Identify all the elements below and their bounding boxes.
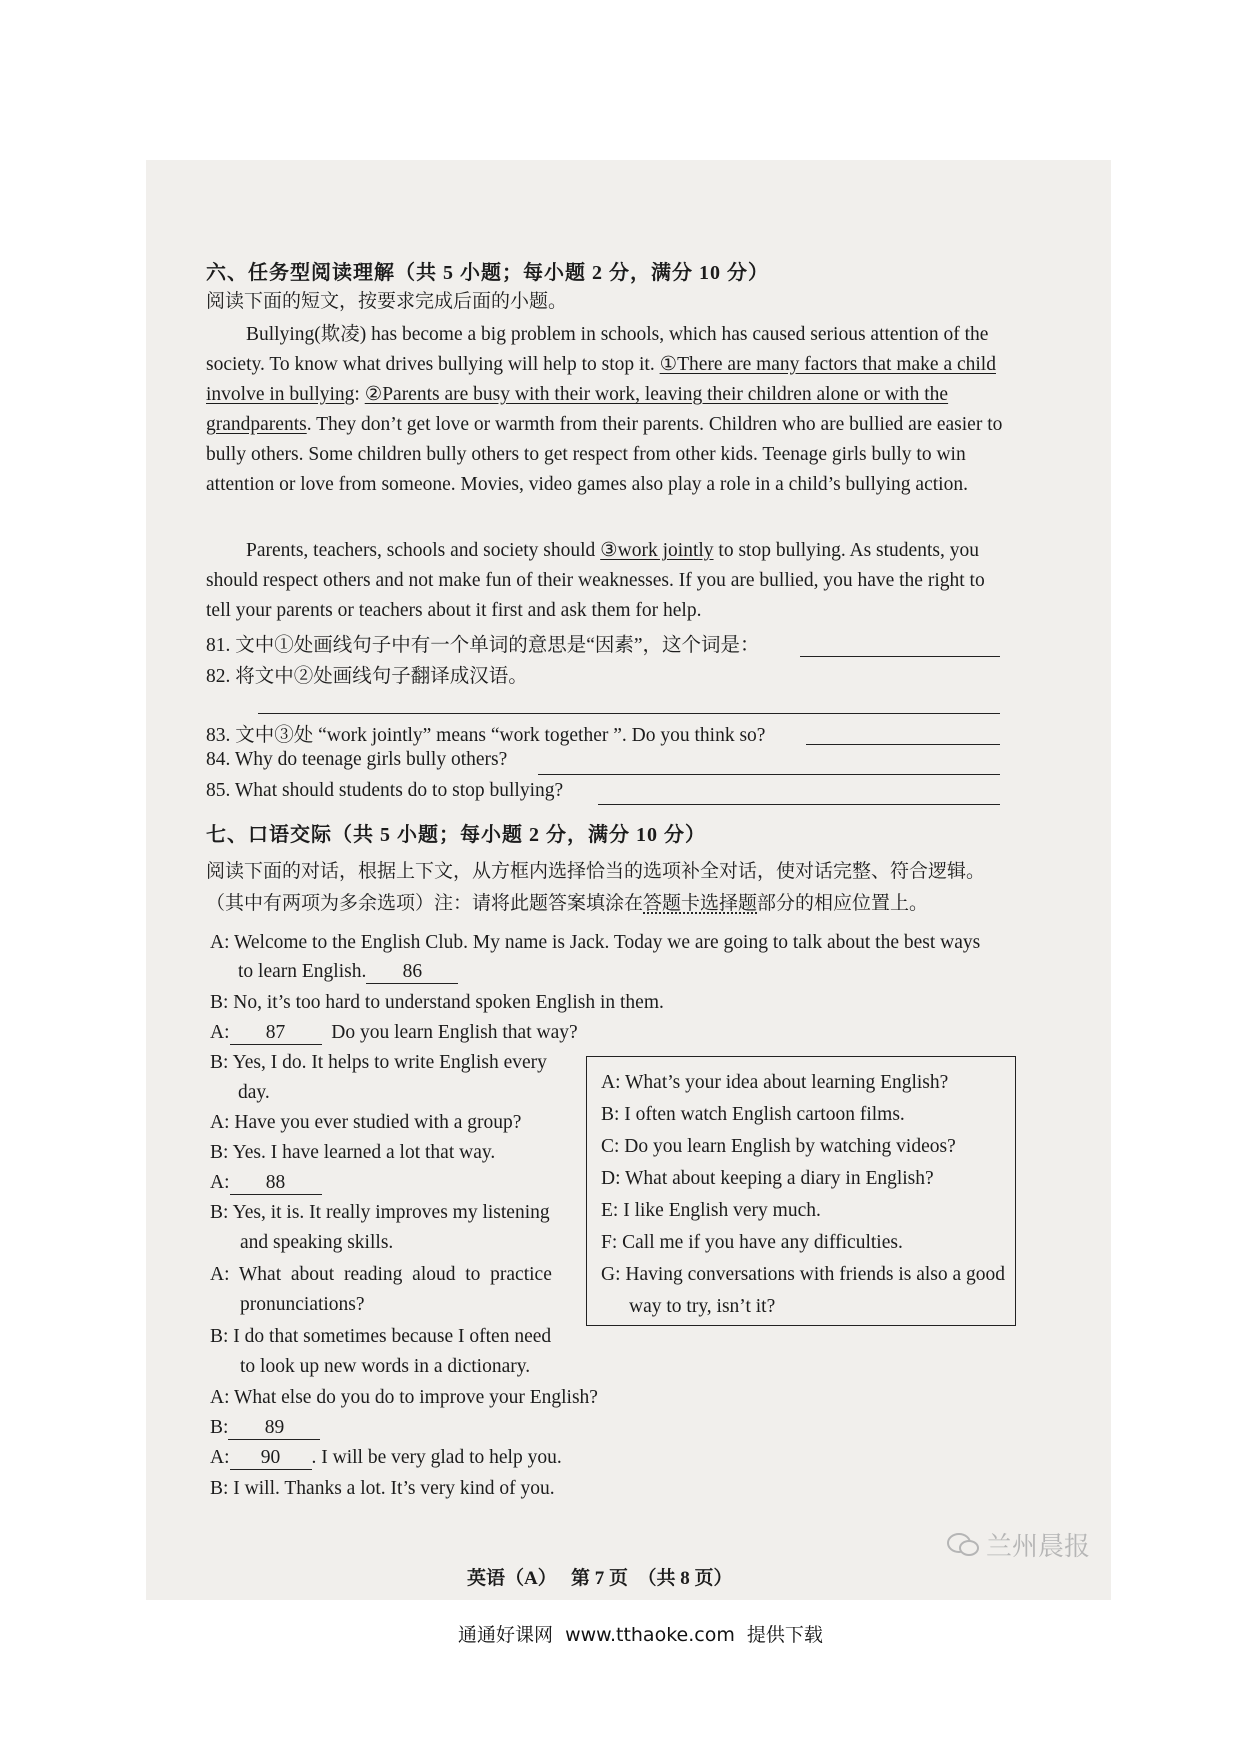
dialogue-line-17: B: 89 <box>210 1413 320 1442</box>
answer-blank-84[interactable] <box>538 774 1000 775</box>
page-footer: 英语（A） 第 7 页 （共 8 页） <box>467 1568 733 1589</box>
dialogue-line-9: A: 88 <box>210 1168 322 1197</box>
dialogue-line-4: A: 87 Do you learn English that way? <box>210 1022 578 1043</box>
dialogue-line-13: pronunciations? <box>240 1294 365 1315</box>
question-81: 81. 文中①处画线句子中有一个单词的意思是“因素”，这个词是： <box>206 635 760 656</box>
section7-instruction-1: 阅读下面的对话，根据上下文，从方框内选择恰当的选项补全对话，使对话完整、符合逻辑。 <box>206 861 986 882</box>
option-d: D: What about keeping a diary in English? <box>601 1168 934 1189</box>
section7-instruction-2: （其中有两项为多余选项）注：请将此题答案填涂在答题卡选择题部分的相应位置上。 <box>206 893 929 914</box>
question-85: 85. What should students do to stop bullying? <box>206 780 564 801</box>
dialogue-line-16: A: What else do you do to improve your English? <box>210 1387 598 1408</box>
watermark-text: 兰州晨报 <box>986 1532 1091 1562</box>
option-e: E: I like English very much. <box>601 1200 821 1221</box>
reading-paragraph-1: Bullying(欺凌) has become a big problem in schools, which has caused serious attention of the society. To know what drives bullying will help to stop it. ①There are many factors that make a child involve in bullying: ②Parents are busy with their work, leaving their children alone or with the grandparents. They don’t get love or warmth from their parents. Children who are bullied are easier to bully others. Some children bully others to get respect from other kids. Teenage girls bully to win attention or love from someone. Movies, video games also play a role in a child’s bullying action. <box>206 324 1003 495</box>
dialogue-line-2: to learn English. 86 <box>238 957 458 986</box>
emphasis-dotted: 答题卡选择题 <box>643 893 758 914</box>
blank-86[interactable]: 86 <box>366 961 458 984</box>
underlined-phrase-3: ③work jointly <box>600 540 714 561</box>
section6-title: 六、任务型阅读理解（共 5 小题；每小题 2 分，满分 10 分） <box>206 262 769 284</box>
option-g-continued: way to try, isn’t it? <box>629 1296 776 1317</box>
answer-blank-85[interactable] <box>598 804 1000 805</box>
underlined-sentence-2: ②Parents are busy with their work, leaving their children alone or with the grandparents <box>206 384 949 435</box>
dialogue-line-8: B: Yes. I have learned a lot that way. <box>210 1142 496 1163</box>
section6-instruction: 阅读下面的短文，按要求完成后面的小题。 <box>206 291 568 312</box>
dialogue-line-15: to look up new words in a dictionary. <box>240 1356 531 1377</box>
dialogue-line-6: day. <box>238 1082 270 1103</box>
options-box <box>586 1056 1016 1326</box>
answer-blank-81[interactable] <box>800 656 1000 657</box>
reading-paragraph-2: Parents, teachers, schools and society should ③work jointly to stop bullying. As students, you should respect others and not make fun of their weaknesses. If you are bullied, you have the right to tell your parents or teachers about it first and ask them for help. <box>206 540 985 621</box>
dialogue-line-5: B: Yes, I do. It helps to write English every <box>210 1052 547 1073</box>
option-f: F: Call me if you have any difficulties. <box>601 1232 903 1253</box>
dialogue-line-3: B: No, it’s too hard to understand spoken English in them. <box>210 992 664 1013</box>
underlined-sentence-1: ①There are many factors that make a child involve in bullying <box>206 354 996 405</box>
option-g: G: Having conversations with friends is also a good <box>601 1264 1006 1285</box>
dialogue-line-19: B: I will. Thanks a lot. It’s very kind of you. <box>210 1478 555 1499</box>
blank-88[interactable]: 88 <box>230 1172 322 1195</box>
dialogue-line-12: A: What about reading aloud to practice <box>210 1264 552 1285</box>
option-c: C: Do you learn English by watching videos? <box>601 1136 956 1157</box>
option-a: A: What’s your idea about learning English? <box>601 1072 949 1093</box>
dialogue-line-18: A: 90 . I will be very glad to help you. <box>210 1447 562 1468</box>
question-83: 83. 文中③处 “work jointly” means “work together ”. Do you think so? <box>206 725 766 746</box>
section7-title: 七、口语交际（共 5 小题；每小题 2 分，满分 10 分） <box>206 824 706 846</box>
dialogue-line-14: B: I do that sometimes because I often need <box>210 1326 552 1347</box>
dialogue-line-11: and speaking skills. <box>240 1232 394 1253</box>
answer-blank-83[interactable] <box>806 744 1000 745</box>
option-b: B: I often watch English cartoon films. <box>601 1104 905 1125</box>
question-82: 82. 将文中②处画线句子翻译成汉语。 <box>206 666 528 687</box>
answer-blank-82[interactable] <box>258 713 1000 714</box>
dialogue-line-10: B: Yes, it is. It really improves my listening <box>210 1202 550 1223</box>
question-84: 84. Why do teenage girls bully others? <box>206 749 508 770</box>
blank-89[interactable]: 89 <box>228 1417 320 1440</box>
chat-bubble-icon <box>946 1531 980 1559</box>
blank-90[interactable]: 90 <box>230 1447 312 1470</box>
dialogue-line-7: A: Have you ever studied with a group? <box>210 1112 522 1133</box>
download-note: 通通好课网 www.tthaoke.com 提供下载 <box>458 1624 823 1646</box>
newspaper-watermark <box>946 1526 1090 1563</box>
blank-87[interactable]: 87 <box>230 1022 322 1045</box>
dialogue-line-1: A: Welcome to the English Club. My name is Jack. Today we are going to talk about the best ways <box>210 932 981 953</box>
